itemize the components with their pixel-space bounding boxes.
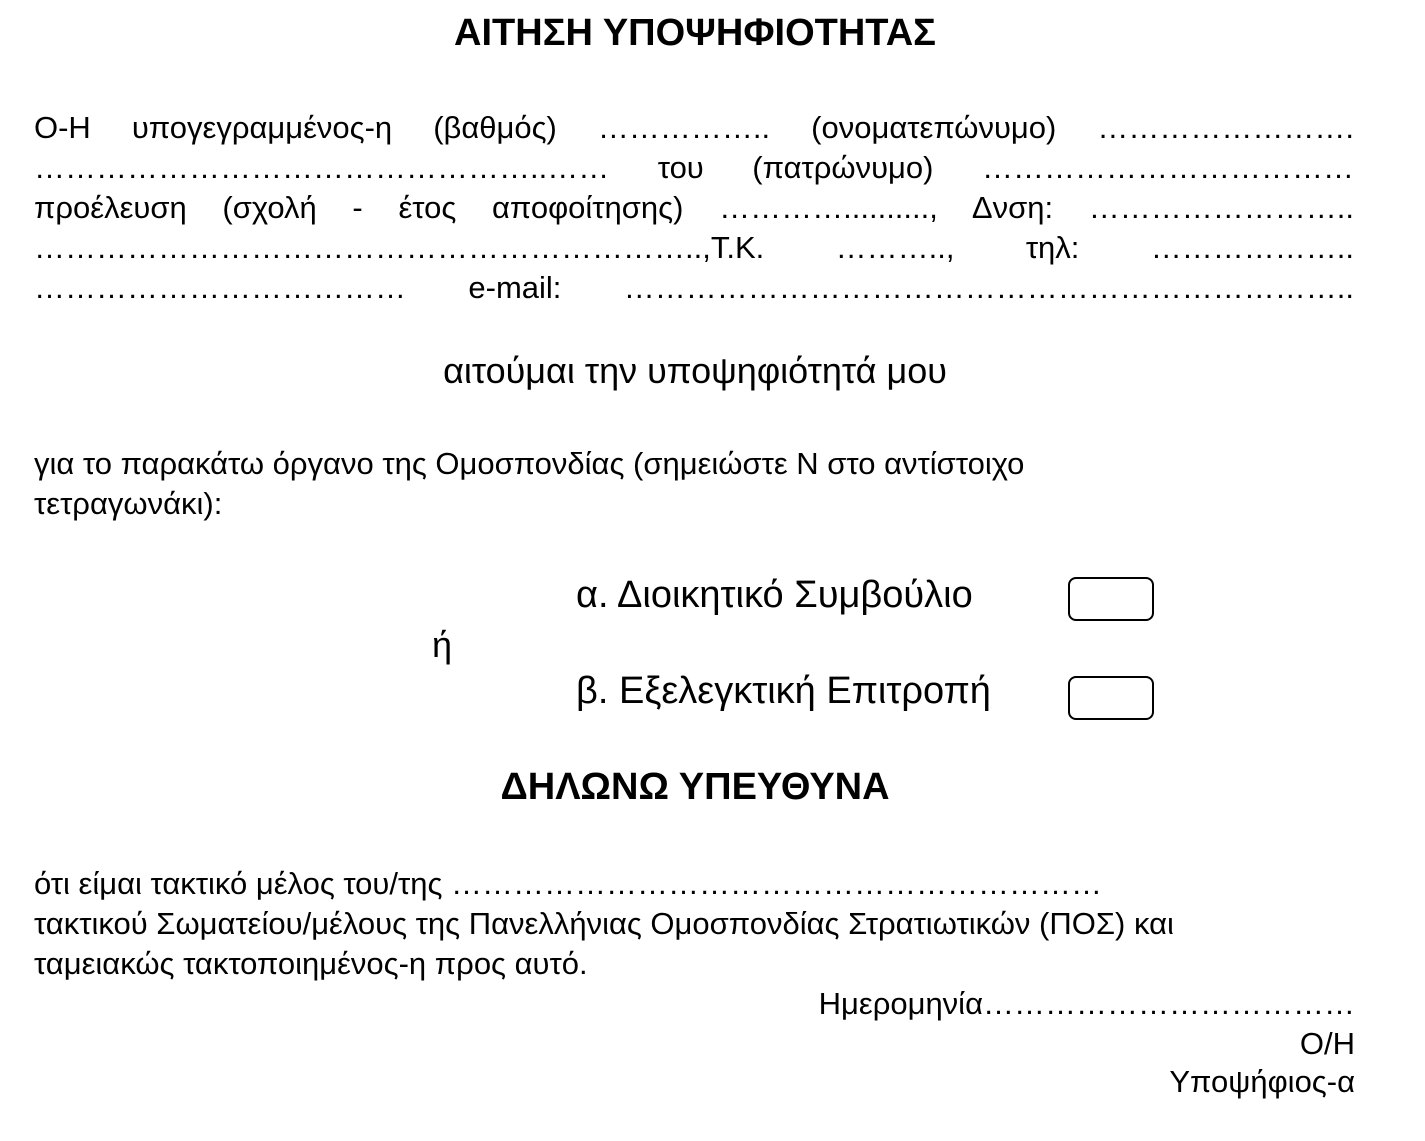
declaration-line-1: ότι είμαι τακτικό μέλος του/της ……………………………………………………… xyxy=(34,866,1103,901)
option-audit-committee-label: β. Εξελεγκτική Επιτροπή xyxy=(576,670,991,712)
form-title: ΑΙΤΗΣΗ ΥΠΟΨΗΦΙΟΤΗΤΑΣ xyxy=(454,12,936,54)
declaration-title: ΔΗΛΩΝΩ ΥΠΕΥΘΥΝΑ xyxy=(500,766,890,808)
option-board-checkbox[interactable] xyxy=(1068,577,1154,621)
signature-line-1: Ο/Η xyxy=(1299,1026,1355,1061)
intro-line-email: ……………………………… e-mail: …………………………………………………………….. xyxy=(34,270,1354,305)
option-board-label: α. Διοικητικό Συμβούλιο xyxy=(576,574,973,616)
intro-line-origin-address: προέλευση (σχολή - έτος αποφοίτησης) ………….........., Δνση: …………………….. xyxy=(34,190,1354,225)
organ-instruction-line-2: τετραγωνάκι): xyxy=(34,486,223,521)
option-audit-committee-checkbox[interactable] xyxy=(1068,676,1154,720)
date-field: Ημερομηνία……………………………… xyxy=(818,986,1355,1021)
organ-instruction-line-1: για το παρακάτω όργανο της Ομοσπονδίας (σημειώστε Ν στο αντίστοιχο xyxy=(34,446,1025,481)
request-text: αιτούμαι την υποψηφιότητά μου xyxy=(443,350,947,391)
signature-line-2: Υποψήφιος-α xyxy=(1169,1064,1355,1099)
intro-line-rank-name: Ο-Η υπογεγραμμένος-η (βαθμός) …………….. (ονοματεπώνυμο) ……………………. xyxy=(34,110,1354,145)
declaration-line-3: ταμειακώς τακτοποιημένος-η προς αυτό. xyxy=(34,946,588,981)
intro-line-postcode-phone: ………………………………………………………..,Τ.Κ. ……….., τηλ: ……………….. xyxy=(34,230,1354,265)
intro-line-patronymic: …………………………………………..…… του (πατρώνυμο) ……………………………… xyxy=(34,150,1354,185)
or-separator: ή xyxy=(432,624,453,665)
declaration-line-2: τακτικού Σωματείου/μέλους της Πανελλήνιας Ομοσπονδίας Στρατιωτικών (ΠΟΣ) και xyxy=(34,906,1174,941)
